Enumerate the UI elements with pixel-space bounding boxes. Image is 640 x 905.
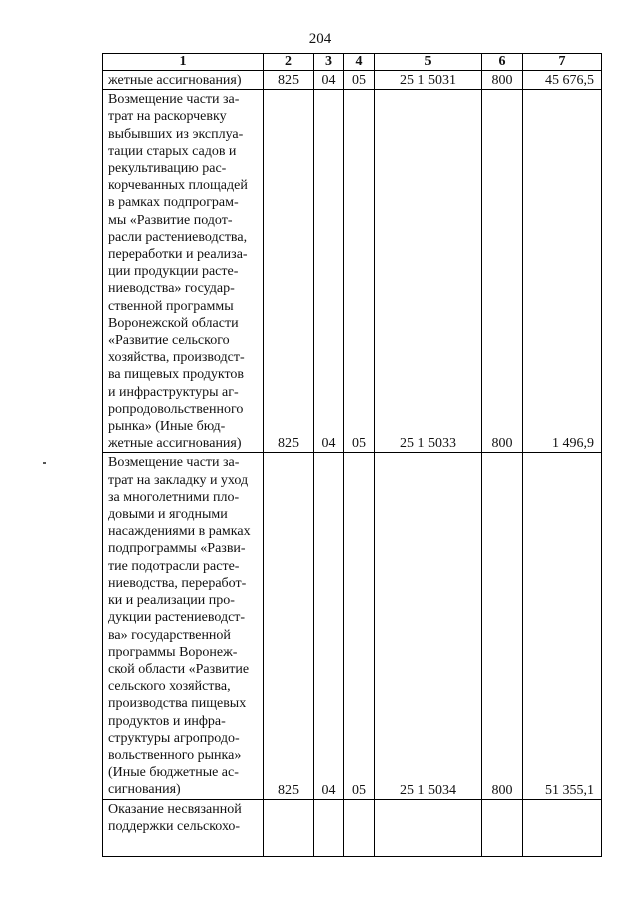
cell-subsection <box>344 799 375 856</box>
header-col-6: 6 <box>482 54 523 71</box>
header-col-5: 5 <box>375 54 482 71</box>
cell-expense-type <box>482 799 523 856</box>
description-line: насаждениями в рамках <box>108 524 251 540</box>
description-line: трат на закладку и уход <box>108 472 249 488</box>
description-line: рынка» (Иные бюд- <box>108 419 226 435</box>
cell-code-admin: 825 <box>264 90 314 453</box>
description-line: сигнования) <box>108 782 181 798</box>
cell-section <box>314 799 344 856</box>
cell-code-admin: 825 <box>264 71 314 90</box>
row-description <box>103 453 264 799</box>
description-line: Возмещение части за- <box>108 92 240 108</box>
description-line: корчеванных площадей <box>108 178 248 194</box>
header-col-7: 7 <box>523 54 602 71</box>
description-line: рекультивацию рас- <box>108 161 227 177</box>
cell-expense-type: 800 <box>482 71 523 90</box>
description-line: программы Воронеж- <box>108 644 238 660</box>
description-line: вольственного рынка» <box>108 747 242 763</box>
description-line: поддержки сельскохо- <box>108 818 241 834</box>
cell-amount <box>523 799 602 856</box>
budget-table <box>102 53 602 857</box>
description-line: ской области «Развитие <box>108 661 250 677</box>
description-line: мы «Развитие подот- <box>108 212 233 228</box>
row-description <box>103 799 264 856</box>
cell-subsection: 05 <box>344 90 375 453</box>
description-line: переработки и реализа- <box>108 247 248 263</box>
description-line: подпрограммы «Разви- <box>108 541 246 557</box>
description-line: продуктов и инфра- <box>108 713 226 729</box>
cell-expense-type: 800 <box>482 453 523 799</box>
description-line: ва пищевых продуктов <box>108 367 245 383</box>
cell-target-article <box>375 799 482 856</box>
cell-target-article: 25 1 5033 <box>375 90 482 453</box>
cell-subsection: 05 <box>344 453 375 799</box>
description-line: ропродовольственного <box>108 401 244 417</box>
description-line: жетные ассигнования) <box>108 436 242 452</box>
header-col-1: 1 <box>103 54 264 71</box>
description-line: дукции растениеводст- <box>108 610 246 626</box>
table-row <box>103 90 602 453</box>
description-line: (Иные бюджетные ас- <box>108 765 239 781</box>
page-number: 204 <box>308 31 332 47</box>
cell-expense-type: 800 <box>482 90 523 453</box>
description-line: за многолетними пло- <box>108 489 240 505</box>
description-line: сельского хозяйства, <box>108 679 231 695</box>
header-row <box>103 54 602 71</box>
description-line: ственной программы <box>108 298 234 314</box>
table-row <box>103 453 602 799</box>
description-line: ции продукции расте- <box>108 264 239 280</box>
cell-code-admin: 825 <box>264 453 314 799</box>
cell-section: 04 <box>314 71 344 90</box>
description-line: в рамках подпрограм- <box>108 195 239 211</box>
row-description <box>103 71 264 90</box>
description-line: расли растениеводства, <box>108 229 248 245</box>
description-line: довыми и ягодными <box>108 507 228 523</box>
description-line: производства пищевых <box>108 696 247 712</box>
description-line: тации старых садов и <box>108 143 237 159</box>
row-description <box>103 90 264 453</box>
description-line: «Развитие сельского <box>108 333 230 349</box>
header-col-2: 2 <box>264 54 314 71</box>
description-line: ниеводства» государ- <box>108 281 235 297</box>
cell-target-article: 25 1 5031 <box>375 71 482 90</box>
cell-amount: 45 676,5 <box>523 71 602 90</box>
description-line: Оказание несвязанной <box>108 801 242 817</box>
cell-amount: 51 355,1 <box>523 453 602 799</box>
cell-subsection: 05 <box>344 71 375 90</box>
description-line: жетные ассигнования) <box>108 73 242 88</box>
scan-speck <box>43 462 46 464</box>
description-line: хозяйства, производст- <box>108 350 245 366</box>
cell-target-article: 25 1 5034 <box>375 453 482 799</box>
description-line: выбывших из эксплуа- <box>108 126 244 142</box>
description-line: структуры агропродо- <box>108 730 240 746</box>
description-line: и инфраструктуры аг- <box>108 384 239 400</box>
cell-code-admin <box>264 799 314 856</box>
description-line: тие подотрасли расте- <box>108 558 240 574</box>
description-line: ниеводства, переработ- <box>108 575 247 591</box>
table-row <box>103 799 602 856</box>
cell-amount: 1 496,9 <box>523 90 602 453</box>
cell-section: 04 <box>314 453 344 799</box>
header-col-4: 4 <box>344 54 375 71</box>
header-col-3: 3 <box>314 54 344 71</box>
cell-section: 04 <box>314 90 344 453</box>
description-line: Возмещение части за- <box>108 455 240 471</box>
table-body <box>103 71 602 857</box>
description-line: ки и реализации про- <box>108 593 235 609</box>
description-line: трат на раскорчевку <box>108 109 227 125</box>
description-line: ва» государственной <box>108 627 231 643</box>
table-row <box>103 71 602 90</box>
description-line: Воронежской области <box>108 315 239 331</box>
